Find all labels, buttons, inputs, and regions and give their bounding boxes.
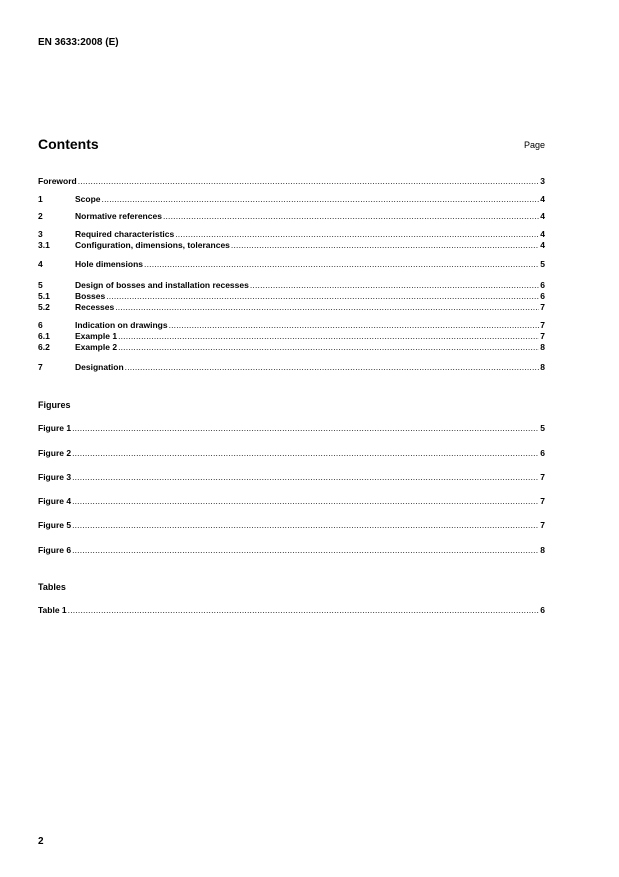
figure-entry-title: Figure 3	[38, 472, 72, 482]
toc-entry[interactable]	[38, 176, 545, 187]
toc-entry-page: 7	[540, 331, 545, 341]
toc-entry-title: Configuration, dimensions, tolerances	[75, 240, 230, 250]
figure-entry-title: Figure 4	[38, 496, 72, 506]
toc-entry-number: 7	[38, 362, 43, 372]
toc-entry-title: Bosses	[75, 291, 106, 301]
page-number: 2	[38, 836, 44, 847]
toc-entry[interactable]	[38, 342, 545, 353]
figure-entry-page: 6	[540, 448, 545, 458]
toc-entry[interactable]	[38, 320, 545, 331]
toc-entry-number: 5.1	[38, 291, 50, 301]
toc-entry[interactable]	[38, 302, 545, 313]
figure-entry-title: Figure 6	[38, 545, 72, 555]
toc-entry[interactable]	[38, 194, 545, 205]
toc-entry-number: 2	[38, 211, 43, 221]
toc-entry-number: 5.2	[38, 302, 50, 312]
figure-entry[interactable]	[38, 496, 545, 507]
toc-entry[interactable]	[38, 291, 545, 302]
toc-entry-title: Example 1	[75, 331, 118, 341]
toc-entry-page: 4	[540, 211, 545, 221]
toc-entry-number: 6.2	[38, 342, 50, 352]
toc-entry-title: Hole dimensions	[75, 259, 144, 269]
toc-entry[interactable]	[38, 362, 545, 373]
figure-entry-page: 5	[540, 423, 545, 433]
toc-entry-page: 7	[540, 302, 545, 312]
toc-entry-title: Design of bosses and installation recesses	[75, 280, 249, 290]
toc-entry-title: Normative references	[75, 211, 162, 221]
toc-entry[interactable]	[38, 280, 545, 291]
figure-entry-title: Figure 5	[38, 520, 72, 530]
figure-entry[interactable]	[38, 423, 545, 434]
toc-entry-page: 8	[540, 342, 545, 352]
toc-entry[interactable]	[38, 240, 545, 251]
figures-heading: Figures	[38, 400, 71, 410]
figure-entry-page: 8	[540, 545, 545, 555]
toc-entry-page: 4	[540, 240, 545, 250]
toc-entry-title: Foreword	[38, 176, 77, 186]
toc-entry[interactable]	[38, 229, 545, 240]
table-entry[interactable]	[38, 605, 545, 616]
toc-entry-title: Recesses	[75, 302, 115, 312]
toc-entry-page: 4	[540, 194, 545, 204]
toc-entry-title: Example 2	[75, 342, 118, 352]
toc-entry-number: 1	[38, 194, 43, 204]
toc-entry-number: 3.1	[38, 240, 50, 250]
toc-entry-title: Designation	[75, 362, 124, 372]
figure-entry[interactable]	[38, 472, 545, 483]
figure-entry[interactable]	[38, 520, 545, 531]
toc-entry-number: 5	[38, 280, 43, 290]
toc-entry-number: 6.1	[38, 331, 50, 341]
figure-entry[interactable]	[38, 448, 545, 459]
toc-entry[interactable]	[38, 331, 545, 342]
toc-entry-page: 6	[540, 291, 545, 301]
contents-title: Contents	[38, 136, 99, 152]
table-entry-page: 6	[540, 605, 545, 615]
toc-entry-page: 6	[540, 280, 545, 290]
figure-entry-title: Figure 2	[38, 448, 72, 458]
toc-entry-page: 5	[540, 259, 545, 269]
figure-entry-page: 7	[540, 472, 545, 482]
toc-entry-title: Required characteristics	[75, 229, 175, 239]
toc-entry[interactable]	[38, 211, 545, 222]
figure-entry[interactable]	[38, 545, 545, 556]
toc-entry-page: 3	[540, 176, 545, 186]
figure-entry-page: 7	[540, 520, 545, 530]
toc-entry-title: Scope	[75, 194, 101, 204]
toc-entry-number: 3	[38, 229, 43, 239]
toc-entry-page: 4	[540, 229, 545, 239]
table-entry-title: Table 1	[38, 605, 67, 615]
toc-entry-title: Indication on drawings	[75, 320, 168, 330]
toc-entry[interactable]	[38, 259, 545, 270]
toc-entry-page: 7	[540, 320, 545, 330]
toc-entry-number: 6	[38, 320, 43, 330]
tables-heading: Tables	[38, 582, 66, 592]
figure-entry-title: Figure 1	[38, 423, 72, 433]
page-column-label: Page	[523, 140, 545, 150]
figure-entry-page: 7	[540, 496, 545, 506]
toc-entry-page: 8	[540, 362, 545, 372]
document-header: EN 3633:2008 (E)	[38, 37, 119, 48]
toc-entry-number: 4	[38, 259, 43, 269]
